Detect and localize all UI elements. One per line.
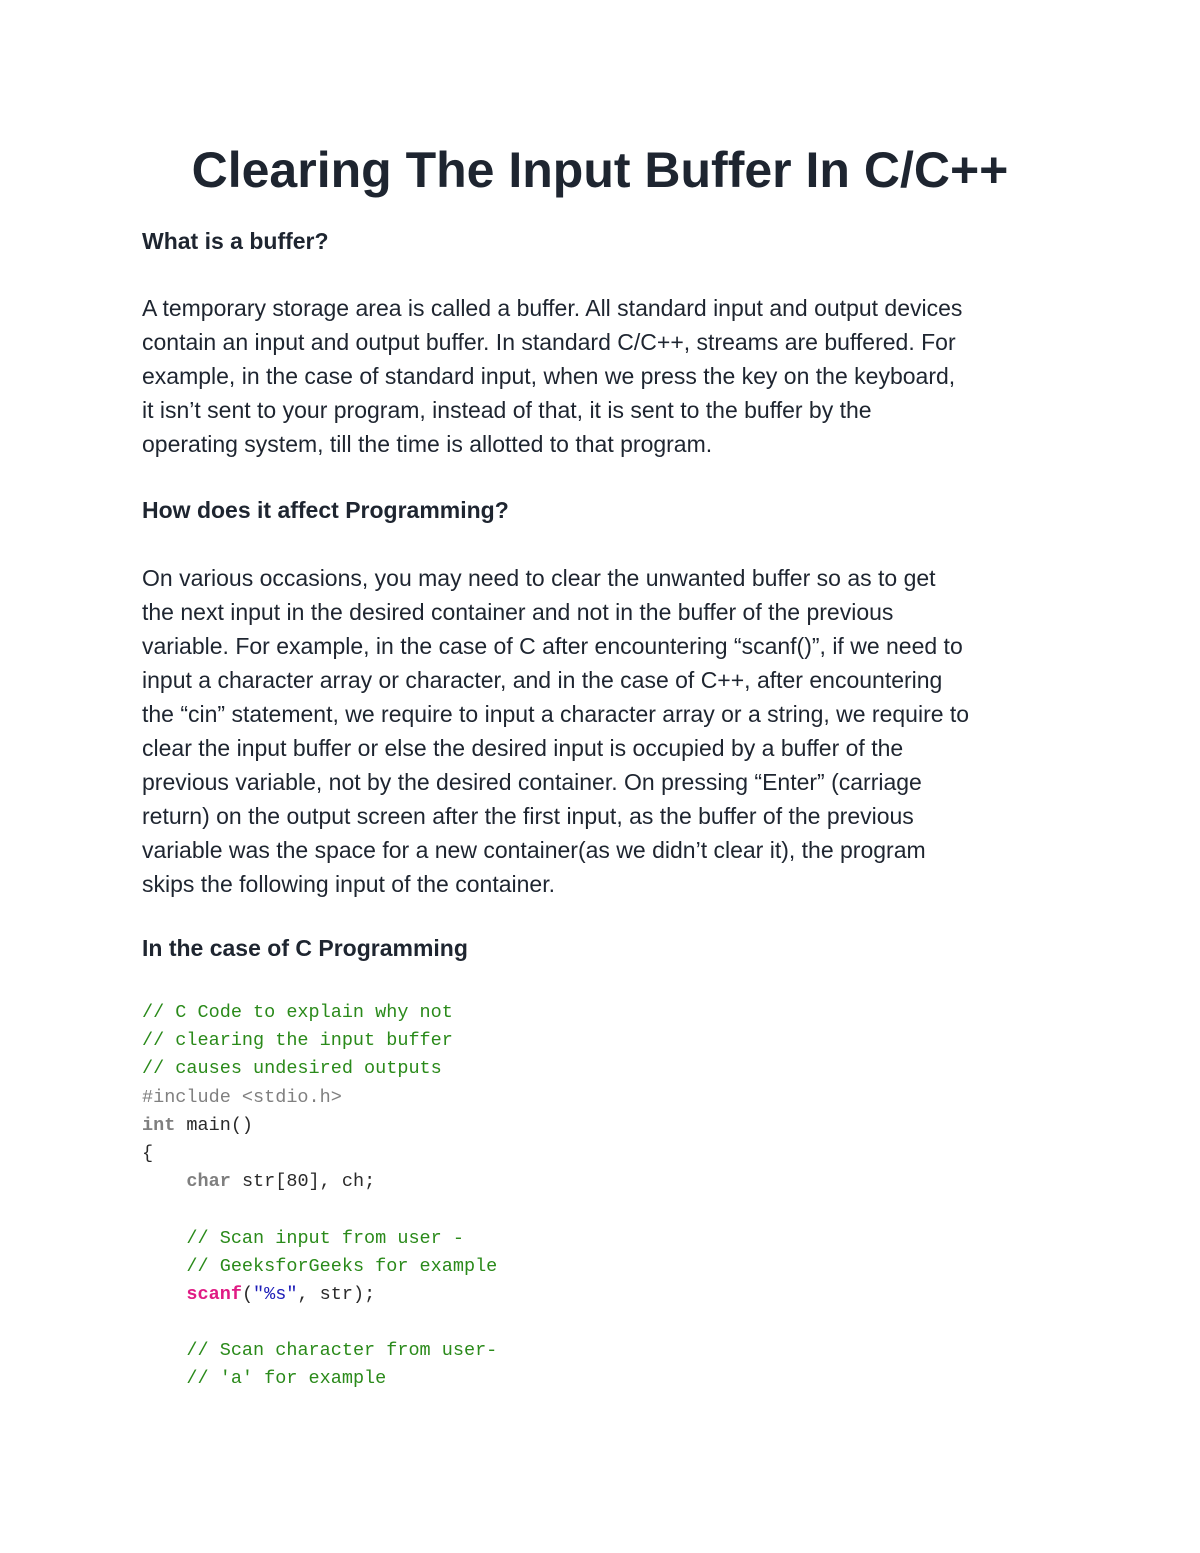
code-text: , str); [297,1283,376,1305]
code-comment: // Scan input from user - [186,1227,464,1249]
section-heading: What is a buffer? [142,228,329,254]
code-comment: // 'a' for example [186,1368,387,1390]
code-text: main() [175,1114,254,1136]
code-line [142,1055,1042,1083]
section-c-programming [142,931,1072,965]
section-what-is-buffer [142,224,1072,258]
code-line [142,1253,1042,1281]
code-function: scanf [186,1283,242,1305]
section-how-affect [142,493,1072,527]
code-line [142,999,1042,1027]
page-title: Clearing The Input Buffer In C/C++ [191,142,1009,198]
section-heading: How does it affect Programming? [142,497,509,523]
section-heading: In the case of C Programming [142,935,468,961]
code-comment: // C Code to explain why not [142,1002,453,1023]
code-line [142,1281,1042,1309]
code-keyword: int [142,1114,176,1136]
code-text: { [142,1142,154,1164]
section-how-affect-body [142,561,1072,901]
section-paragraph: A temporary storage area is called a buffer. All standard input and output devices contain an input and output buffer. In standard C/C++, streams are buffered. For example, in the case of standard input, when we press the key on the keyboard, it isn’t sent to your program, instead of that, it is sent to the buffer by the operating system, till the time is allotted to that program. [142,295,963,457]
code-line [142,1168,1042,1196]
code-line [142,1225,1042,1253]
section-what-is-buffer-body [142,291,1072,461]
code-comment: // GeeksforGeeks for example [186,1255,498,1277]
code-line [142,1112,1042,1140]
code-line [142,1337,1042,1365]
code-line [142,1084,1042,1112]
code-string: "%s" [253,1283,298,1305]
code-comment: // causes undesired outputs [142,1058,442,1080]
code-line [142,1140,1042,1168]
code-line [142,1027,1042,1055]
code-keyword: char [186,1171,231,1193]
section-paragraph: On various occasions, you may need to clear the unwanted buffer so as to get the next input in the desired container and not in the buffer of the previous variable. For example, in the case of C after encountering “scanf()”, if we need to input a character array or character, and in the case of C++, after encountering the “cin” statement, we require to input a character array or a string, we require to clear the input buffer or else the desired input is occupied by a buffer of the previous variable, not by the desired container. On pressing “Enter” (carriage return) on the output screen after the first input, as the buffer of the previous variable was the space for a new container(as we didn’t clear it), the program skips the following input of the container. [142,565,970,897]
code-line-blank [142,1309,1042,1337]
code-block [142,999,1042,1394]
code-line-blank [142,1196,1042,1224]
code-preprocessor: #include <stdio.h> [142,1086,342,1108]
code-line [142,1365,1042,1393]
code-comment: // Scan character from user- [186,1340,498,1362]
code-text: str[80], ch; [230,1171,376,1193]
code-comment: // clearing the input buffer [142,1030,453,1052]
code-text: ( [241,1283,254,1305]
